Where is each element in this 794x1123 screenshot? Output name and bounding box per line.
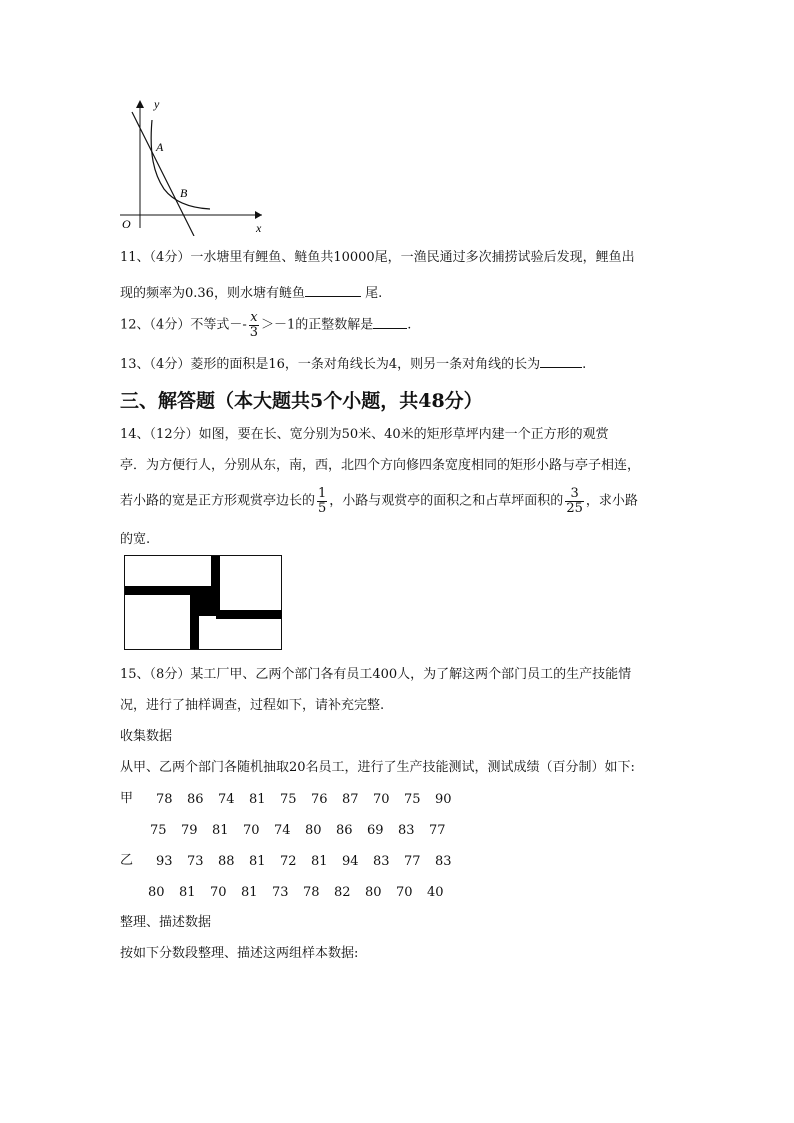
score-cell: 74 bbox=[274, 823, 291, 838]
score-cell: 86 bbox=[336, 823, 353, 838]
q13-text: 13、（4分）菱形的面积是16，一条对角线长为4，则另一条对角线的长为 bbox=[120, 357, 541, 372]
q13 bbox=[120, 355, 586, 371]
q15-line2: 况，进行了抽样调查，过程如下，请补充完整. bbox=[120, 698, 385, 713]
score-cell: 81 bbox=[179, 885, 196, 900]
q14-line3 bbox=[120, 487, 638, 516]
q14-fraction-1 bbox=[317, 487, 327, 515]
score-cell: 73 bbox=[272, 885, 289, 900]
north-path bbox=[211, 556, 220, 588]
y-label: y bbox=[154, 97, 160, 111]
q13-answer-blank bbox=[540, 355, 582, 368]
score-cell: 79 bbox=[181, 823, 198, 838]
score-cell: 81 bbox=[249, 792, 266, 807]
score-cell: 78 bbox=[156, 792, 173, 807]
score-cell: 72 bbox=[280, 854, 297, 869]
q12-fraction bbox=[249, 311, 259, 339]
q14-frac1-num: 1 bbox=[318, 486, 327, 501]
q11-line2 bbox=[120, 284, 382, 300]
q14-frac2-num: 3 bbox=[570, 486, 579, 501]
score-cell: 93 bbox=[156, 854, 173, 869]
q14-line1: 14、（12分）如图，要在长、宽分别为50米、40米的矩形草坪内建一个正方形的观赏 bbox=[120, 427, 609, 442]
score-cell: 83 bbox=[398, 823, 415, 838]
score-cell: 80 bbox=[365, 885, 382, 900]
jia-row-2 bbox=[150, 823, 460, 838]
score-cell: 75 bbox=[150, 823, 167, 838]
q14-frac1-den: 5 bbox=[318, 500, 327, 516]
straight-line bbox=[132, 112, 194, 236]
score-cell: 70 bbox=[373, 792, 390, 807]
score-cell: 78 bbox=[303, 885, 320, 900]
score-cell: 83 bbox=[435, 854, 452, 869]
lawn-figure bbox=[124, 555, 284, 651]
jia-row-1 bbox=[156, 792, 466, 807]
q11-line1: 11、（4分）一水塘里有鲤鱼、鲢鱼共10000尾，一渔民通过多次捕捞试验后发现，鲤鱼出 bbox=[120, 250, 635, 265]
q14-line2: 亭．为方便行人，分别从东，南，西，北四个方向修四条宽度相同的矩形小路与亭子相连， bbox=[120, 458, 641, 473]
q15-description: 从甲、乙两个部门各随机抽取20名员工，进行了生产技能测试，测试成绩（百分制）如下: bbox=[120, 760, 635, 775]
score-cell: 81 bbox=[249, 854, 266, 869]
score-cell: 86 bbox=[187, 792, 204, 807]
section-heading: 三、解答题（本大题共5个小题，共48分） bbox=[120, 390, 483, 412]
score-cell: 40 bbox=[427, 885, 444, 900]
score-cell: 75 bbox=[280, 792, 297, 807]
score-cell: 81 bbox=[311, 854, 328, 869]
q11-answer-blank bbox=[305, 284, 361, 297]
score-cell: 77 bbox=[404, 854, 421, 869]
yi-label: 乙 bbox=[120, 853, 134, 868]
score-cell: 70 bbox=[210, 885, 227, 900]
q13-end: . bbox=[582, 357, 587, 372]
q12 bbox=[120, 311, 411, 339]
score-cell: 73 bbox=[187, 854, 204, 869]
score-cell: 82 bbox=[334, 885, 351, 900]
q12-frac-den: 3 bbox=[249, 324, 258, 340]
q14-line4: 的宽. bbox=[120, 532, 151, 547]
score-cell: 87 bbox=[342, 792, 359, 807]
q11-line2-text: 现的频率为0.36，则水塘有鲢鱼 bbox=[120, 286, 305, 301]
q12-pre: 12、（4分）不等式－- bbox=[120, 317, 247, 333]
y-axis-arrow bbox=[136, 100, 144, 108]
q12-answer-blank bbox=[373, 316, 407, 329]
q11-line2-end: 尾. bbox=[365, 286, 383, 301]
score-cell: 80 bbox=[148, 885, 165, 900]
score-cell: 81 bbox=[212, 823, 229, 838]
score-cell: 76 bbox=[311, 792, 328, 807]
score-cell: 81 bbox=[241, 885, 258, 900]
q14-fraction-2 bbox=[565, 487, 584, 515]
q12-end: . bbox=[407, 317, 412, 333]
x-axis-arrow bbox=[255, 211, 262, 219]
score-cell: 74 bbox=[218, 792, 235, 807]
score-cell: 69 bbox=[367, 823, 384, 838]
point-b-label: B bbox=[180, 186, 188, 200]
collect-data-heading: 收集数据 bbox=[120, 729, 173, 744]
score-cell: 70 bbox=[396, 885, 413, 900]
q15-line1: 15、（8分）某工厂甲、乙两个部门各有员工400人，为了解这两个部门员工的生产技能情 bbox=[120, 667, 632, 682]
east-path bbox=[216, 610, 282, 619]
west-path bbox=[125, 586, 193, 595]
score-cell: 83 bbox=[373, 854, 390, 869]
q14-frac2-den: 25 bbox=[566, 500, 583, 516]
pavilion-square bbox=[190, 586, 220, 616]
q12-frac-num: x bbox=[250, 310, 258, 325]
origin-label: O bbox=[122, 217, 131, 231]
organize-data-heading: 整理、描述数据 bbox=[120, 915, 212, 930]
jia-label: 甲 bbox=[120, 791, 134, 806]
yi-row-1 bbox=[156, 854, 466, 869]
x-label: x bbox=[256, 221, 262, 235]
score-cell: 90 bbox=[435, 792, 452, 807]
q14-line3-b: ，小路与观赏亭的面积之和占草坪面积的 bbox=[329, 493, 564, 509]
q14-line3-c: ，求小路 bbox=[585, 493, 638, 509]
q14-line3-a: 若小路的宽是正方形观赏亭边长的 bbox=[120, 493, 316, 509]
q12-post: ＞－1的正整数解是 bbox=[261, 317, 374, 333]
score-cell: 88 bbox=[218, 854, 235, 869]
score-cell: 80 bbox=[305, 823, 322, 838]
point-a-label: A bbox=[156, 140, 164, 154]
score-cell: 94 bbox=[342, 854, 359, 869]
function-graph bbox=[112, 94, 277, 236]
yi-row-2 bbox=[148, 885, 458, 900]
organize-description: 按如下分数段整理、描述这两组样本数据: bbox=[120, 946, 359, 961]
score-cell: 75 bbox=[404, 792, 421, 807]
score-cell: 77 bbox=[429, 823, 446, 838]
score-cell: 70 bbox=[243, 823, 260, 838]
